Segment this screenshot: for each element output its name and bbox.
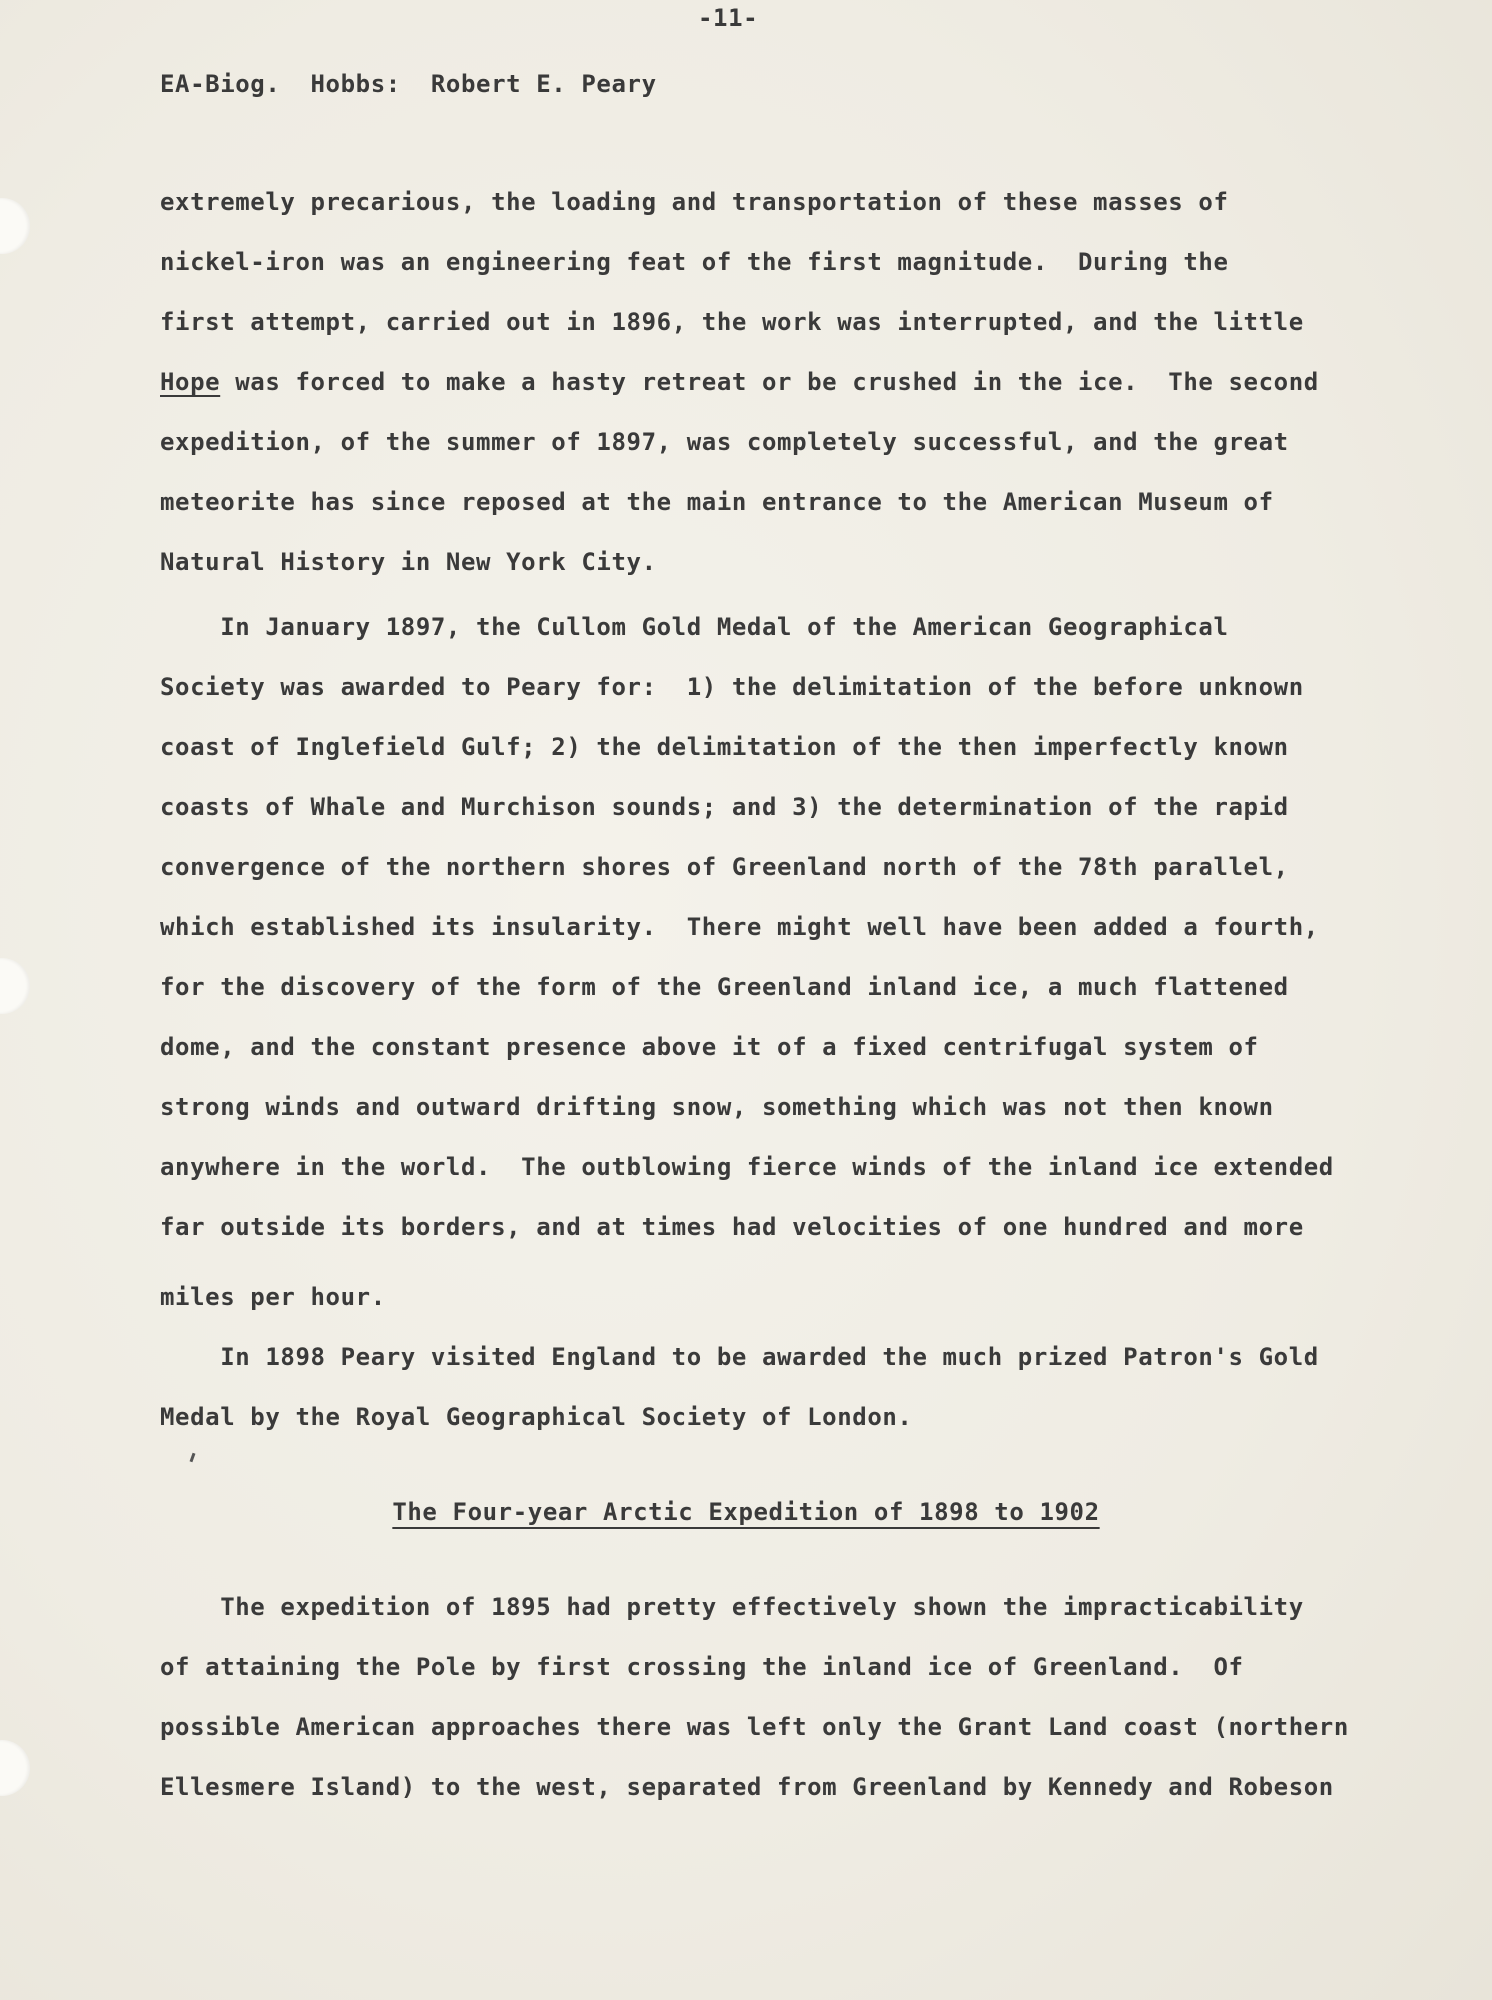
text-line: The expedition of 1895 had pretty effectively shown the impracticability [160,1593,1304,1621]
text-line: Natural History in New York City. [160,548,657,576]
text-line: anywhere in the world. The outblowing fierce winds of the inland ice extended [160,1153,1334,1181]
text-line: first attempt, carried out in 1896, the work was interrupted, and the little [160,308,1304,336]
text-line: extremely precarious, the loading and transportation of these masses of [160,188,1229,216]
text-line: strong winds and outward drifting snow, something which was not then known [160,1093,1274,1121]
text-line: expedition, of the summer of 1897, was completely successful, and the great [160,428,1289,456]
running-title: EA-Biog. Hobbs: Robert E. Peary [160,70,657,98]
text-line: In 1898 Peary visited England to be awarded the much prized Patron's Gold [160,1343,1319,1371]
text-fragment: was forced to make a hasty retreat or be crushed in the ice. The second [220,368,1319,396]
text-line: Society was awarded to Peary for: 1) the delimitation of the before unknown [160,673,1304,701]
punch-hole [0,198,30,254]
section-title: The Four-year Arctic Expedition of 1898 to 1902 [392,1498,1100,1526]
punch-hole [0,1740,30,1796]
text-line [160,370,1319,394]
ship-name: Hope [160,368,221,396]
stray-ink-mark [190,1453,196,1462]
text-line: of attaining the Pole by first crossing the inland ice of Greenland. Of [160,1653,1244,1681]
text-line: nickel-iron was an engineering feat of the first magnitude. During the [160,248,1229,276]
text-line: dome, and the constant presence above it of a fixed centrifugal system of [160,1033,1259,1061]
text-line: possible American approaches there was left only the Grant Land coast (northern [160,1713,1349,1741]
text-line: coast of Inglefield Gulf; 2) the delimitation of the then imperfectly known [160,733,1289,761]
text-line: meteorite has since reposed at the main entrance to the American Museum of [160,488,1274,516]
text-line: which established its insularity. There might well have been added a fourth, [160,913,1319,941]
text-line: far outside its borders, and at times had velocities of one hundred and more [160,1213,1304,1241]
text-line: for the discovery of the form of the Greenland inland ice, a much flattened [160,973,1289,1001]
text-line: miles per hour. [160,1283,386,1311]
text-line: In January 1897, the Cullom Gold Medal of the American Geographical [160,613,1229,641]
text-line: coasts of Whale and Murchison sounds; and 3) the determination of the rapid [160,793,1289,821]
section-heading [0,1500,1492,1524]
text-line: Ellesmere Island) to the west, separated from Greenland by Kennedy and Robeson [160,1773,1334,1801]
text-line: convergence of the northern shores of Greenland north of the 78th parallel, [160,853,1289,881]
punch-hole [0,958,30,1014]
text-line: Medal by the Royal Geographical Society of London. [160,1403,913,1431]
page-number: -11- [698,4,759,32]
